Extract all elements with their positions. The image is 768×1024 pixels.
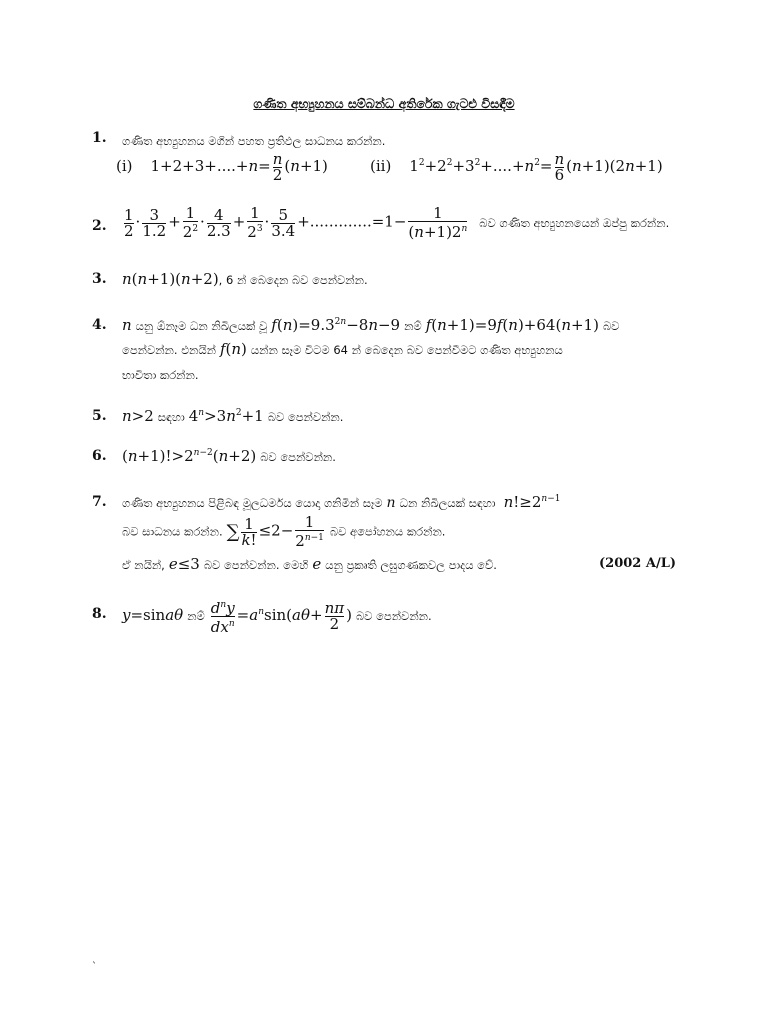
question-number: 1. (92, 130, 107, 146)
question-number: 7. (92, 494, 107, 510)
question-number: 2. (92, 218, 107, 234)
question-text: ගණිත අභ්‍යුහනය මගින් පහත ප්‍රතිඵල සාධනය කරන්න. (122, 134, 386, 148)
question-line-3: ඒ නයින්, e≤3 බව පෙන්වන්න. මෙහි e යනු ප්‍රකෘති ලඝුගණකවල පාදය වේ. (122, 555, 497, 573)
question-text: y=sinaθ නම් $\frac{d^ny}{dx^n}$ $=a^n\sin(a\theta+$ $\frac{n\pi}{2}$ ) බව පෙන්වන්න. (122, 599, 432, 636)
question-number: 5. (92, 408, 107, 424)
part-i: (i) 1+2+3+....+n= $\frac{n}{2}$ (n+1) (116, 150, 328, 184)
question-line-2: බව සාධනය කරන්න. ∑ $\frac{1}{k!}$ ≤2− $\frac{1}{2^{n-1}}$ බව අපෝහනය කරන්න. (122, 513, 446, 550)
question-8 (92, 598, 692, 638)
question-line-3: භාවිතා කරන්න. (122, 368, 199, 382)
question-number: 3. (92, 271, 107, 287)
question-number: 6. (92, 448, 107, 464)
question-number: 4. (92, 317, 107, 333)
question-line-2: පෙන්වන්න. එනයින් f(n) යන්න සෑම විටම 64 න් බෙදෙන බව පෙන්වීමට ගණිත අභ්‍යුහනය (122, 340, 563, 358)
page-title: ගණිත අභ්‍යුහනය සම්බන්ධ අතිරේක ගැටළු විසඳීම (253, 96, 515, 111)
question-1 (92, 130, 692, 190)
footer-mark: ` (92, 962, 97, 973)
question-5 (92, 407, 692, 429)
part-ii: (ii) $1^2+2^2+3^2+....+n^2=$ $\frac{n}{6}$ (n+1)(2n+1) (370, 150, 663, 184)
question-2 (92, 206, 692, 250)
series-expression: $\frac{1}{2}$ · $\frac{3}{1.2}$ + $\frac{1}{2^2}$ · $\frac{4}{2.3}$ + $\frac{1}{2^3}$ · $\frac{5}{3.4}$ +.............=1− $\frac{1}{(n+1)2^n}$ බව ගණිත අභ්‍යුහනයෙන් ඔප්පු කරන්න. (124, 204, 670, 241)
question-7 (92, 493, 676, 573)
question-text: n(n+1)(n+2), 6 න් බෙදෙන බව පෙන්වන්න. (122, 270, 368, 288)
question-line-1: n යනු ඕනෑම ධන නිඛිලයක් වූ $f(n)=9.3^{2n}-8n-9$ නම් f(n+1)=9f(n)+64(n+1) බව (122, 316, 620, 334)
exam-reference: (2002 A/L) (599, 556, 676, 571)
question-6 (92, 447, 692, 469)
question-text: n>2 සඳහා $4^n>3n^2+1$ බව පෙන්වන්න. (122, 407, 344, 425)
question-4 (92, 316, 692, 386)
question-3 (92, 270, 692, 292)
question-number: 8. (92, 606, 107, 622)
question-line-1: ගණිත අභ්‍යුහනය පිළිබඳ මූලධර්මය යොදා ගනිමින් සෑම n ධන නිඛිලයක් සඳහා $n!\ge 2^{n-1}$ (122, 493, 561, 511)
question-text: $(n+1)!>2^{n-2}(n+2)$ බව පෙන්වන්න. (122, 447, 336, 465)
